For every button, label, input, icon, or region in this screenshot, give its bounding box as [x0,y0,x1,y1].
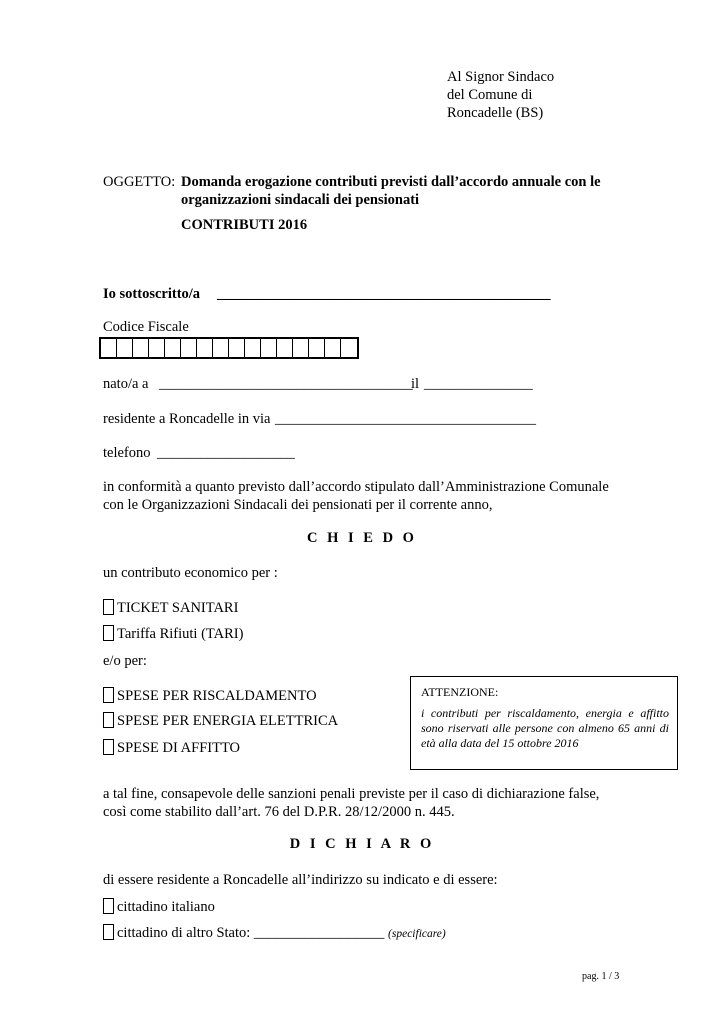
foreign-state-input[interactable]: __________________ [253,925,385,941]
fiscal-code-cell[interactable] [117,339,133,357]
option-label: SPESE PER ENERGIA ELETTRICA [117,713,339,729]
fiscal-code-label: Codice Fiscale [103,319,189,335]
checkbox[interactable] [103,739,114,755]
attention-box [410,676,678,770]
fiscal-code-cell[interactable] [101,339,117,357]
awareness-line-2: così come stabilito dall’art. 76 del D.P.R. 28/12/2000 n. 445. [103,804,455,820]
option-label: SPESE PER RISCALDAMENTO [117,688,317,704]
option-tari[interactable] [103,625,243,643]
fiscal-code-grid[interactable] [99,337,359,359]
fiscal-code-cell[interactable] [149,339,165,357]
fiscal-code-cell[interactable] [261,339,277,357]
born-date-input[interactable]: _______________ [424,376,533,392]
fiscal-code-cell[interactable] [213,339,229,357]
checkbox[interactable] [103,599,114,615]
option-label: TICKET SANITARI [117,600,239,616]
subject-line-1: Domanda erogazione contributi previsti dall’accordo annuale con le [181,174,601,190]
born-label: nato/a a [103,376,149,392]
phone-input[interactable]: ___________________ [157,445,295,461]
awareness-line-1: a tal fine, consapevole delle sanzioni penali previste per il caso di dichiarazione false, [103,786,600,802]
conformity-line-2: con le Organizzazioni Sindacali dei pensionati per il corrente anno, [103,497,493,513]
fiscal-code-cell[interactable] [245,339,261,357]
fiscal-code-cell[interactable] [309,339,325,357]
recipient-line-2: del Comune di [447,87,533,103]
eo-label: e/o per: [103,653,147,669]
fiscal-code-cell[interactable] [341,339,357,357]
option-energia-elettrica[interactable] [103,712,338,730]
phone-label: telefono [103,445,151,461]
option-label: SPESE DI AFFITTO [117,740,241,756]
request-heading: C H I E D O [307,530,417,546]
fiscal-code-cell[interactable] [277,339,293,357]
fiscal-code-cell[interactable] [229,339,245,357]
resident-address-input[interactable]: ____________________________________ [275,411,536,427]
checkbox[interactable] [103,625,114,641]
checkbox[interactable] [103,687,114,703]
born-place-input[interactable]: ___________________________________ [159,376,413,392]
fiscal-code-cell[interactable] [293,339,309,357]
option-cittadino-italiano[interactable] [103,898,215,916]
declaration-intro: di essere residente a Roncadelle all’indirizzo su indicato e di essere: [103,872,498,888]
checkbox[interactable] [103,712,114,728]
resident-label: residente a Roncadelle in via [103,411,271,427]
checkbox[interactable] [103,924,114,940]
option-label: cittadino italiano [117,899,215,915]
option-affitto[interactable] [103,739,240,757]
attention-title: ATTENZIONE: [421,685,499,699]
born-date-label: il [411,376,420,392]
subject-line-2: organizzazioni sindacali dei pensionati [181,192,420,208]
request-intro: un contributo economico per : [103,565,278,581]
option-label: Tariffa Rifiuti (TARI) [117,626,244,642]
recipient-line-1: Al Signor Sindaco [447,69,555,85]
option-riscaldamento[interactable] [103,687,317,705]
undersigned-label: Io sottoscritto/a [103,286,201,302]
fiscal-code-cell[interactable] [197,339,213,357]
checkbox[interactable] [103,898,114,914]
subject-year: CONTRIBUTI 2016 [181,217,308,233]
declaration-heading: D I C H I A R O [289,836,435,852]
fiscal-code-cell[interactable] [133,339,149,357]
fiscal-code-cell[interactable] [325,339,341,357]
page-number: pag. 1 / 3 [582,971,620,982]
undersigned-input[interactable]: ______________________________________________ [217,286,551,302]
subject-label: OGGETTO: [103,174,176,190]
conformity-line-1: in conformità a quanto previsto dall’accordo stipulato dall’Amministrazione Comunale [103,479,609,495]
recipient-line-3: Roncadelle (BS) [447,105,544,121]
fiscal-code-cell[interactable] [181,339,197,357]
option-cittadino-altro-stato[interactable] [103,924,446,943]
specify-note: (specificare) [388,928,446,940]
fiscal-code-cell[interactable] [165,339,181,357]
option-ticket-sanitari[interactable] [103,599,238,617]
attention-text: i contributi per riscaldamento, energia e affitto sono riservati alle persone con almeno 65 anni di età alla data del 15 ottobre 2016 [421,706,669,750]
option-label: cittadino di altro Stato: [117,925,251,941]
